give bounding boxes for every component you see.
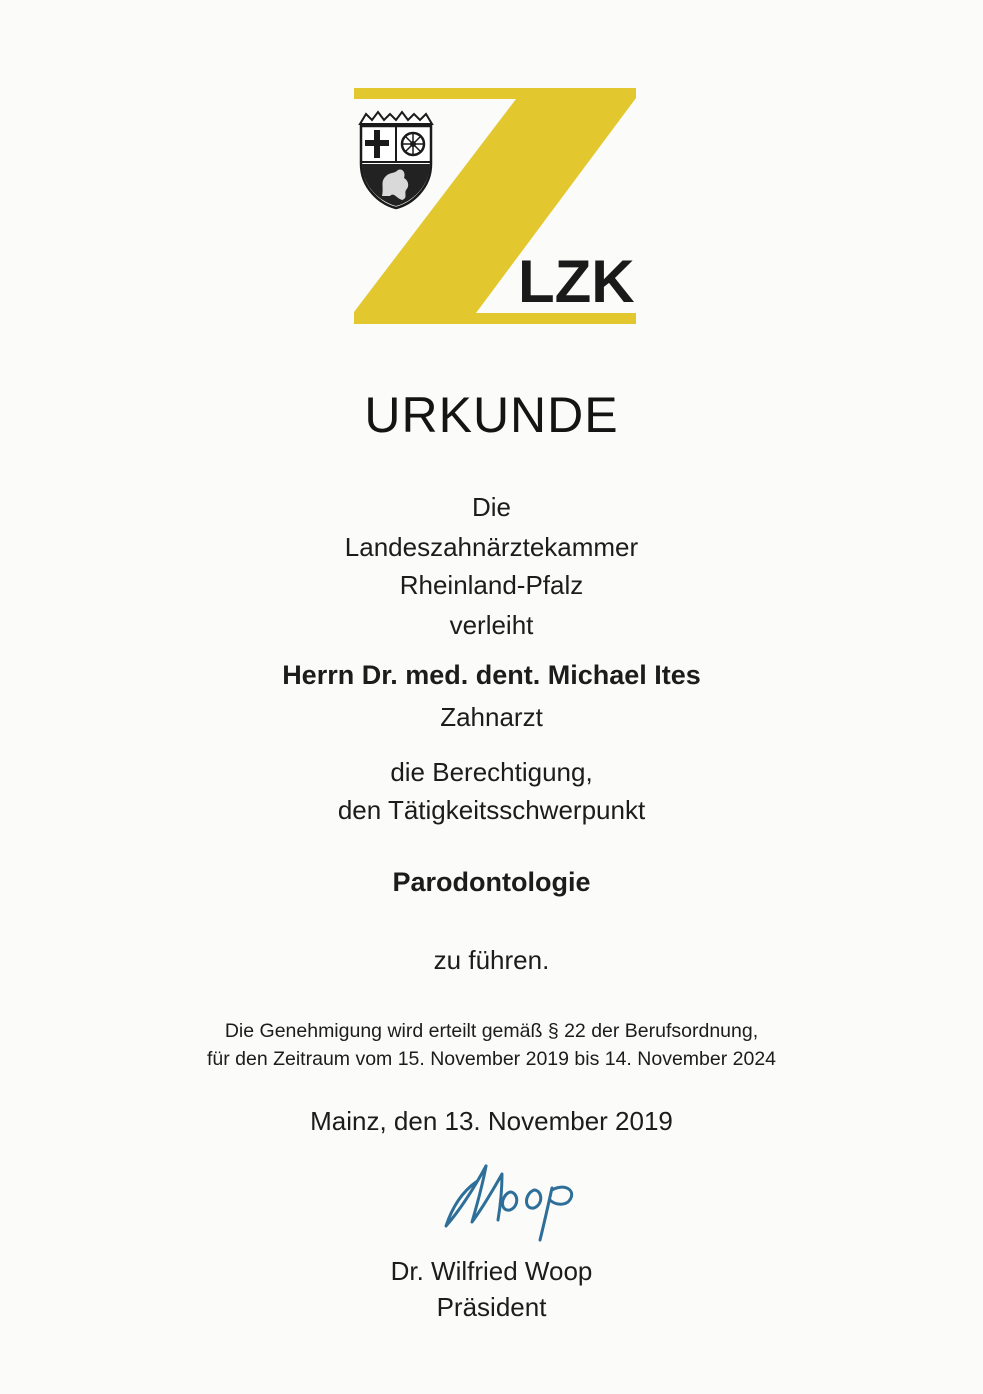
intro-line-2: Landeszahnärztekammer — [344, 532, 639, 562]
president-signature — [436, 1148, 586, 1248]
signatory-name: Dr. Wilfried Woop — [390, 1256, 593, 1286]
recipient-profession: Zahnarzt — [440, 702, 543, 732]
intro-line-1: Die — [471, 492, 511, 522]
entitlement-line-2: den Tätigkeitsschwerpunkt — [337, 795, 646, 825]
terms-line-1: Die Genehmigung wird erteilt gemäß § 22 der Berufsordnung, — [224, 1020, 759, 1042]
signatory-title: Präsident — [436, 1292, 547, 1322]
entitlement-line-1: die Berechtigung, — [390, 757, 593, 787]
intro-line-4: verleiht — [449, 610, 534, 640]
specialty: Parodontologie — [392, 867, 591, 897]
lzk-logo — [350, 86, 642, 328]
terms-line-2: für den Zeitraum vom 15. November 2019 bis 14. November 2024 — [206, 1048, 777, 1070]
place-date: Mainz, den 13. November 2019 — [310, 1106, 673, 1136]
rhineland-palatinate-coat-of-arms-icon — [360, 112, 432, 208]
logo-lzk-text: LZK — [518, 248, 635, 315]
certificate-title: URKUNDE — [364, 387, 619, 443]
closing-line: zu führen. — [433, 945, 550, 975]
recipient-name: Herrn Dr. med. dent. Michael Ites — [282, 660, 701, 690]
intro-line-3: Rheinland-Pfalz — [399, 570, 584, 600]
